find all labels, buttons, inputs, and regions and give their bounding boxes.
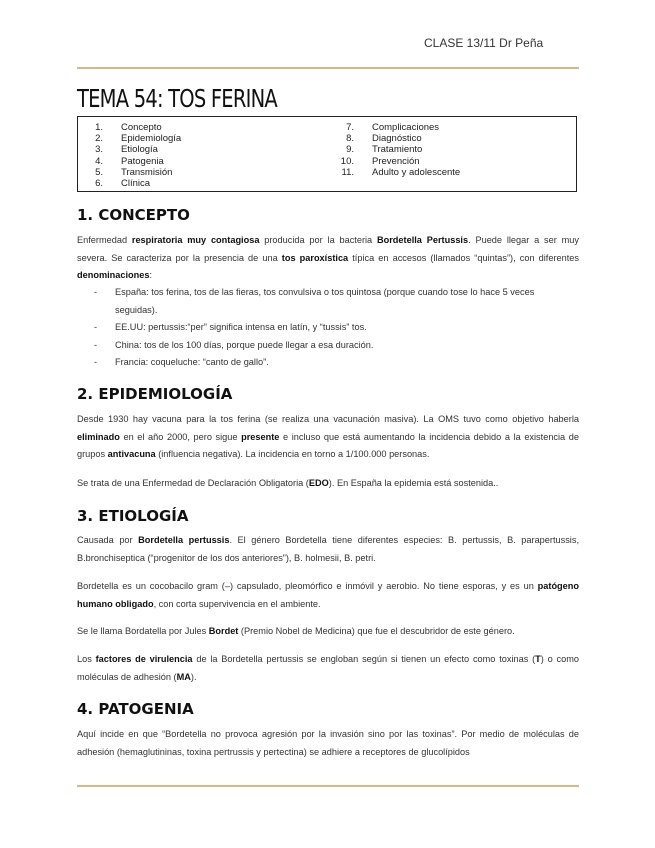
- toc-label: Prevención: [372, 155, 420, 167]
- list-item-text: Francia: coqueluche: “canto de gallo”.: [115, 357, 269, 367]
- section-heading-epidemiologia: 2. EPIDEMIOLOGÍA: [77, 385, 233, 403]
- epidemiologia-paragraph-2: [77, 475, 579, 493]
- bold-term: MA: [176, 671, 191, 682]
- bottom-divider: [77, 785, 579, 787]
- toc-label: Tratamiento: [372, 144, 423, 156]
- toc-label: Patogenia: [121, 155, 164, 167]
- text-span: Se trata de una Enfermedad de Declaración Obligatoria (: [77, 478, 309, 488]
- toc-label: Diagnóstico: [372, 133, 422, 145]
- bullet-dash: -: [94, 322, 98, 332]
- text-span: Los: [77, 654, 96, 664]
- text-span: (Premio Nobel de Medicina) que fue el descubridor de este género.: [238, 626, 515, 636]
- toc-number: 11.: [341, 166, 354, 178]
- toc-label: Transmisión: [121, 166, 173, 178]
- list-item-text: China: tos de los 100 días, porque puede llegar a esa duración.: [115, 339, 374, 350]
- epidemiologia-paragraph-1: [77, 411, 579, 464]
- text-span: Se le llama Bordatella por Jules: [77, 626, 209, 636]
- text-span: ) o como moléculas de adhesión (: [77, 654, 579, 682]
- text-span: :: [149, 270, 153, 280]
- text-span: Causada por: [77, 535, 139, 545]
- text-span: Bordetella es un cocobacilo gram (–) capsulado, pleomórfico e inmóvil y aerobio. No tiene esporas, y es un: [77, 581, 538, 591]
- text-span: Enfermedad: [77, 235, 132, 245]
- toc-label: Clínica: [121, 177, 151, 189]
- bold-term: antivacuna: [107, 449, 156, 459]
- bold-term: T: [535, 654, 541, 664]
- concepto-paragraph: [77, 232, 579, 285]
- toc-number: 10.: [340, 155, 354, 167]
- list-item: [77, 319, 579, 337]
- etiologia-paragraph-1: [77, 532, 579, 567]
- toc-number: 8.: [346, 133, 354, 145]
- class-info: CLASE 13/11 Dr Peña: [424, 36, 544, 50]
- etiologia-paragraph-3: [77, 623, 579, 641]
- text-span: Desde 1930 hay vacuna para la tos ferina (se realiza una vacunación masiva). La OMS tuvo como objetivo haberla: [77, 414, 579, 424]
- section-heading-patogenia: 4. PATOGENIA: [77, 700, 194, 718]
- toc-label: Etiología: [121, 144, 158, 156]
- text-span: e incluso que está aumentando la incidencia debido a la existencia de grupos: [77, 431, 579, 459]
- toc-number: 5.: [95, 166, 103, 178]
- text-span: , con corta supervivencia en el ambiente.: [153, 598, 321, 609]
- list-item-text: España: tos ferina, tos de las fieras, tos convulsiva o tos quintosa (porque cuando tose lo hace 5 veces seguidas).: [115, 287, 535, 315]
- bullet-dash: -: [94, 287, 98, 297]
- bold-term: factores de virulencia: [95, 654, 193, 664]
- toc-number: 9.: [346, 144, 354, 156]
- toc-number: 6.: [95, 177, 103, 189]
- list-item: [77, 337, 579, 355]
- bold-term: patógeno humano obligado: [77, 581, 579, 609]
- toc-number: 7.: [346, 122, 354, 133]
- list-item: [77, 284, 579, 319]
- section-heading-etiologia: 3. ETIOLOGÍA: [77, 507, 189, 525]
- top-divider: [77, 67, 579, 69]
- toc-label: Adulto y adolescente: [372, 166, 461, 178]
- denominaciones-list: [77, 284, 579, 372]
- page-title: TEMA 54: TOS FERINA: [77, 84, 277, 113]
- bold-term: Bordetella Pertussis: [376, 235, 469, 245]
- section-heading-concepto: 1. CONCEPTO: [77, 206, 190, 224]
- text-span: ).: [190, 671, 197, 682]
- text-span: en el año 2000, pero sigue: [119, 431, 242, 442]
- bold-term: respiratoria muy contagiosa: [131, 235, 260, 245]
- toc-number: 3.: [95, 144, 103, 156]
- bullet-dash: -: [94, 339, 98, 350]
- bold-term: Bordetella pertussis: [138, 535, 230, 545]
- list-item: [77, 354, 579, 372]
- bold-term: eliminado: [77, 431, 120, 442]
- list-item-text: EE.UU: pertussis:“per” significa intensa en latín, y “tussis” tos.: [115, 322, 367, 332]
- text-span: producida por la bacteria: [259, 235, 377, 245]
- bold-term: Bordet: [208, 626, 239, 636]
- toc-number: 1.: [95, 122, 103, 133]
- table-of-contents: [77, 116, 577, 192]
- etiologia-paragraph-4: [77, 651, 579, 686]
- toc-label: Epidemiología: [121, 133, 182, 145]
- text-span: típica en accesos (llamados “quintas”), con diferentes: [348, 252, 579, 263]
- text-span: . Puede llegar a ser muy severa. Se caracteriza por la presencia de una: [77, 235, 579, 263]
- bold-term: presente: [241, 431, 280, 442]
- toc-label: Concepto: [121, 122, 162, 133]
- text-span: . El género Bordetella tiene diferentes especies: B. pertussis, B. parapertussis, B.bronchiseptica (“progenitor de los dos anteriores”), B. holmesii, B. petri.: [77, 535, 579, 563]
- bullet-dash: -: [94, 357, 98, 367]
- text-span: de la Bordetella pertussis se engloban según si tienen un efecto como toxinas (: [192, 654, 536, 664]
- toc-number: 4.: [95, 155, 103, 167]
- bold-term: EDO: [308, 478, 329, 488]
- etiologia-paragraph-2: [77, 578, 579, 613]
- bold-term: denominaciones: [77, 270, 150, 280]
- patogenia-paragraph: Aquí incide en que “Bordetella no provoca agresión por la invasión sino por las toxinas”. Por medio de moléculas de adhesión (hemaglutininas, toxina pertrussis y pertectina) se adhiere a receptores de glucolípidos: [77, 729, 579, 757]
- text-span: ). En España la epidemia está sostenida..: [328, 478, 499, 488]
- text-span: (influencia negativa). La incidencia en torno a 1/100.000 personas.: [155, 449, 430, 459]
- toc-number: 2.: [95, 133, 103, 145]
- bold-term: tos paroxística: [281, 252, 349, 263]
- toc-label: Complicaciones: [372, 122, 440, 133]
